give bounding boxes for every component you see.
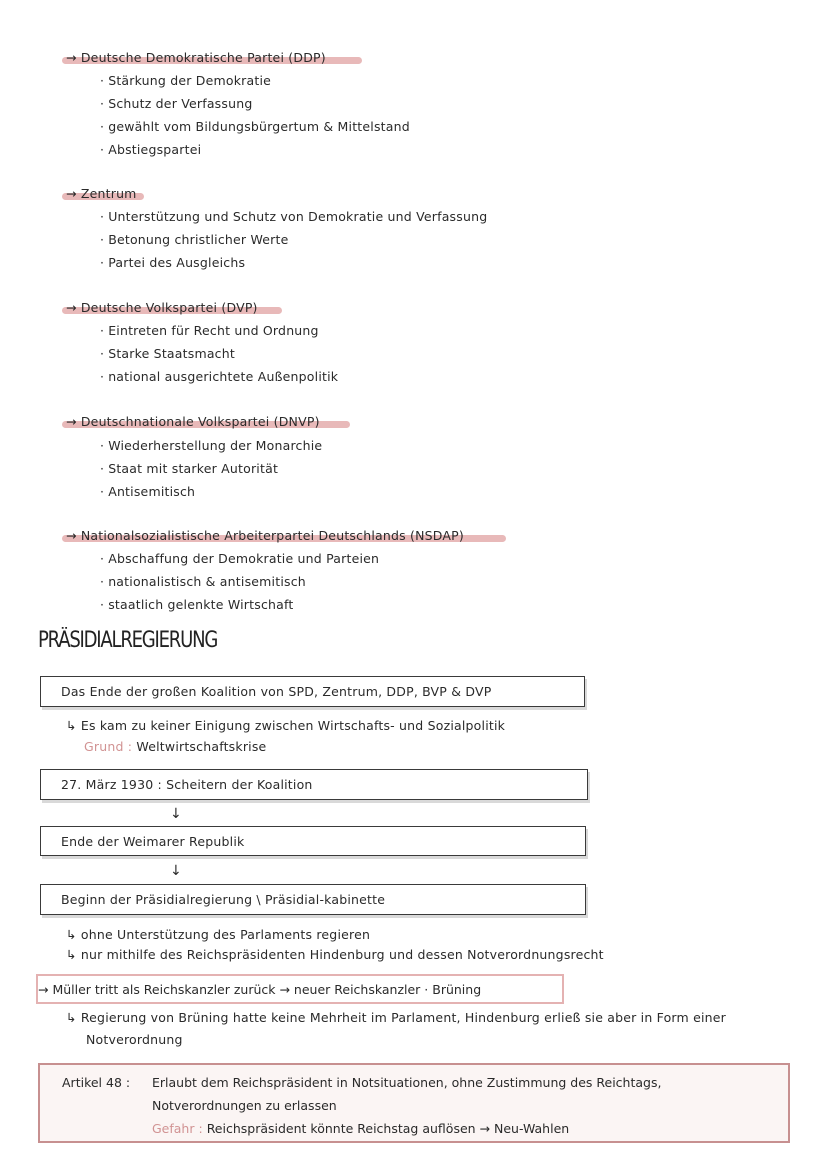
note-bruening: ↳ Regierung von Brüning hatte keine Mehrheit im Parlament, Hindenburg erließ sie aber in Form einer	[66, 1010, 727, 1025]
flow-box-text: Beginn der Präsidialregierung \ Präsidial-kabinette	[61, 892, 386, 907]
list-item: · Partei des Ausgleichs	[100, 255, 245, 271]
grund-separator: :	[127, 739, 133, 754]
note-bruening-cont: Notverordnung	[86, 1032, 183, 1047]
mueller-box	[36, 974, 564, 1004]
gefahr-label: Gefahr	[152, 1121, 195, 1136]
flow-box-text: Ende der Weimarer Republik	[61, 833, 245, 849]
party-heading-nsdap: → Nationalsozialistische Arbeiterpartei Deutschlands (NSDAP)	[62, 528, 506, 544]
party-heading-dvp: → Deutsche Volkspartei (DVP)	[62, 300, 282, 316]
list-item: · Starke Staatsmacht	[100, 346, 235, 362]
artikel-label: Artikel 48 :	[62, 1075, 131, 1090]
list-item: · Wiederherstellung der Monarchie	[100, 438, 322, 454]
grund-line	[84, 738, 266, 756]
list-item: · Abstiegspartei	[100, 142, 201, 158]
flow-box-weimar-ende	[40, 826, 586, 856]
arrow-down-icon: ↓	[170, 806, 182, 822]
list-item: · gewählt vom Bildungsbürgertum & Mittelstand	[100, 119, 410, 135]
flow-box-text: 27. März 1930 : Scheitern der Koalition	[61, 777, 313, 792]
gefahr-line	[152, 1121, 569, 1136]
mueller-text: → Müller tritt als Reichskanzler zurück → neuer Reichskanzler · Brüning	[38, 981, 482, 997]
list-item: · Unterstützung und Schutz von Demokratie und Verfassung	[100, 209, 487, 225]
arrow-down-icon: ↓	[170, 863, 182, 879]
party-heading-ddp: → Deutsche Demokratische Partei (DDP)	[62, 50, 362, 66]
list-item: · Betonung christlicher Werte	[100, 232, 289, 248]
list-item: · Staat mit starker Autorität	[100, 461, 278, 477]
list-item: · nationalistisch & antisemitisch	[100, 574, 306, 590]
gefahr-separator: :	[198, 1121, 203, 1136]
list-item: · Eintreten für Recht und Ordnung	[100, 323, 319, 339]
party-heading-dnvp: → Deutschnationale Volkspartei (DNVP)	[62, 414, 350, 430]
list-item: · Antisemitisch	[100, 484, 195, 500]
artikel-line1: Erlaubt dem Reichspräsident in Notsituationen, ohne Zustimmung des Reichtags,	[152, 1075, 662, 1090]
flow-box-praesidialregierung	[40, 884, 586, 915]
flow-box-scheitern	[40, 769, 588, 800]
list-item: · Abschaffung der Demokratie und Parteien	[100, 551, 379, 567]
note-einigung: ↳ Es kam zu keiner Einigung zwischen Wirtschafts- und Sozialpolitik	[66, 718, 506, 733]
list-item: · Schutz der Verfassung	[100, 96, 253, 112]
list-item: · staatlich gelenkte Wirtschaft	[100, 597, 294, 613]
grund-label: Grund	[84, 739, 124, 754]
gefahr-text: Reichspräsident könnte Reichstag auflösen → Neu-Wahlen	[206, 1121, 570, 1136]
grund-text: Weltwirtschaftskrise	[136, 739, 267, 754]
party-heading-zentrum: → Zentrum	[62, 186, 144, 202]
flow-box-koalition-ende	[40, 676, 585, 707]
flow-box-text: Das Ende der großen Koalition von SPD, Zentrum, DDP, BVP & DVP	[61, 684, 492, 699]
list-item: · Stärkung der Demokratie	[100, 73, 271, 89]
artikel-line2: Notverordnungen zu erlassen	[152, 1098, 337, 1113]
list-item: · national ausgerichtete Außenpolitik	[100, 369, 338, 385]
note-ohne-unterstuetzung: ↳ ohne Unterstützung des Parlaments regieren	[66, 927, 371, 942]
artikel-48-box	[38, 1063, 790, 1143]
note-hindenburg: ↳ nur mithilfe des Reichspräsidenten Hindenburg und dessen Notverordnungsrecht	[66, 947, 604, 962]
section-title: PRÄSIDIALREGIERUNG	[38, 628, 218, 653]
